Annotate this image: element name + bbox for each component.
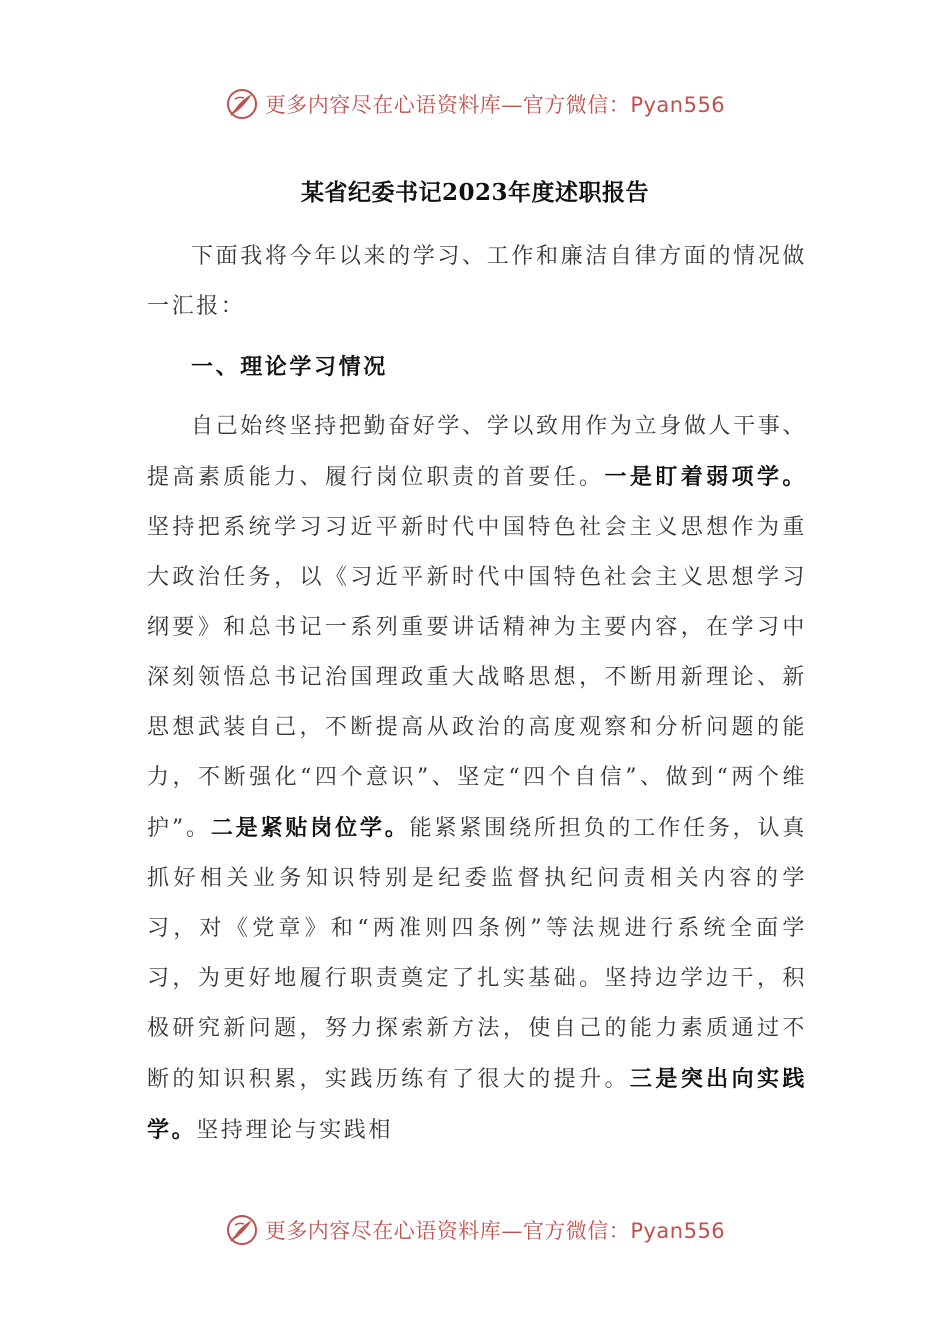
- banner-separator: —: [501, 1219, 523, 1243]
- banner-separator: —: [501, 93, 523, 117]
- bold-point-2: 二是紧贴岗位学。: [210, 815, 410, 841]
- intro-paragraph: 下面我将今年以来的学习、工作和廉洁自律方面的情况做一汇报：: [147, 244, 807, 319]
- section-heading: 一、理论学习情况: [191, 354, 388, 380]
- quill-pen-logo-icon: [225, 1213, 259, 1247]
- paragraph-text: 坚持理论与实践相: [196, 1118, 394, 1143]
- banner-wechat-label: 官方微信：: [522, 1219, 631, 1243]
- paragraph-text: 自己始终坚持把勤奋好学、学以致用作为立身做人干事、提高素质能力、履行岗位职责的首要任。: [147, 414, 807, 490]
- paragraph-text: 能紧紧围绕所担负的工作任务，认真抓好相关业务知识特别是纪委监督执纪问责相关内容的学习，对《党章》和“两准则四条例”等法规进行系统全面学习，为更好地履行职责奠定了扎实基础。坚持边学边干，积极研究新问题，努力探索新方法，使自己的能力素质通过不断的知识积累，实践历练有了很大的提升。: [147, 816, 807, 1092]
- footer-banner: [0, 1210, 950, 1250]
- banner-wechat-id: Pyan556: [630, 1219, 726, 1243]
- bold-point-3: 三是突出向实践学。: [147, 1066, 808, 1143]
- document-title: 某省纪委书记2023年度述职报告: [300, 179, 649, 206]
- quill-pen-logo-icon: [225, 87, 259, 121]
- banner-text: [265, 1215, 725, 1245]
- section-paragraph: [147, 402, 807, 1156]
- banner-brand: 更多内容尽在心语资料库: [264, 1219, 502, 1243]
- paragraph-text: 坚持把系统学习习近平新时代中国特色社会主义思想作为重大政治任务，以《习近平新时代中国特色社会主义思想学习纲要》和总书记一系列重要讲话精神为主要内容，在学习中深刻领悟总书记治国理政重大战略思想，不断用新理论、新思想武装自己，不断提高从政治的高度观察和分析问题的能力，不断强化“四个意识”、坚定“四个自信”、做到“两个维护”。: [147, 515, 807, 841]
- document-body: [147, 232, 807, 1156]
- header-banner: [0, 84, 950, 124]
- banner-wechat-id: Pyan556: [630, 93, 726, 117]
- banner-wechat-label: 官方微信：: [522, 93, 631, 117]
- bold-point-1: 一是盯着弱项学。: [604, 464, 807, 490]
- banner-text: [265, 89, 725, 119]
- banner-brand: 更多内容尽在心语资料库: [264, 93, 502, 117]
